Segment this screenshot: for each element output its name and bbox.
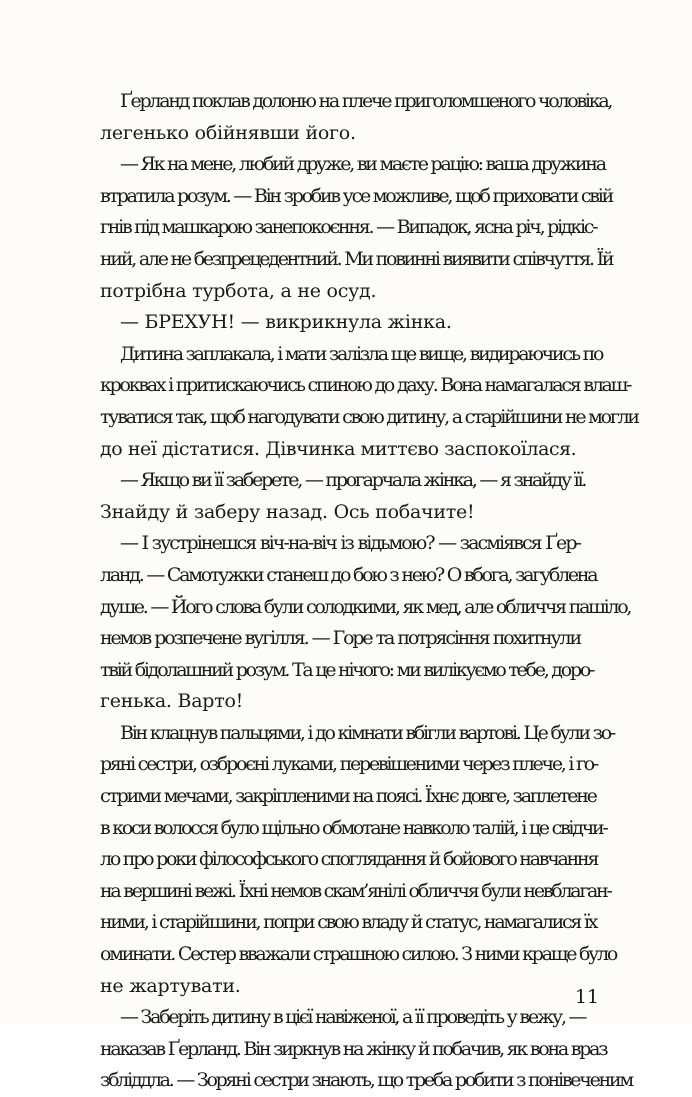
text-line: твій бідолашний розум. Та це нічого: ми вилікуємо тебе, доро- [100,658,594,681]
text-line: в коси волосся було щільно обмотане навколо талій, і це свідчи- [100,816,607,839]
text-line: — Як на мене, любий друже, ви маєте рацію: ваша дружина [120,153,605,176]
text-line: Дитина заплакала, і мати залізла ще вище, видираючись по [120,342,603,365]
text-line: стрими мечами, закріпленими на поясі. Їхнє довге, заплетене [100,785,596,808]
text-line: — Заберіть дитину в цієї навіженої, а її проведіть у вежу, — [120,1006,586,1029]
text-line: Знайду й заберу назад. Ось побачите! [100,500,475,523]
text-line: — І зустрінешся віч-на-віч із відьмою? — засміявся Ґер- [120,532,580,555]
text-line: ло про роки філософського споглядання й бойового навчання [100,848,598,871]
text-line: — Якщо ви її заберете, — прогарчала жінка, — я знайду її. [120,469,586,492]
text-line: душе. — Його слова були солодкими, як мед, але обличчя пашіло, [100,595,631,618]
text-line: туватися так, щоб нагодувати свою дитину, а старійшини не могли [100,405,638,428]
text-line: не жартувати. [100,974,241,997]
text-line: збліддла. — Зоряні сестри знають, що треба робити з понівеченим [100,1069,632,1092]
text-line: ланд. — Самотужки станеш до бою з нею? О вбога, загублена [100,563,597,586]
text-line: ряні сестри, озброєні луками, перевішеними через плече, і го- [100,753,598,776]
text-line: ними, і старійшини, попри свою владу й статус, намагалися їх [100,911,597,934]
page-number: 11 [574,986,599,1008]
text-line: до неї дістатися. Дівчинка миттєво заспокоїлася. [100,437,577,460]
text-line: потрібна турбота, а не осуд. [100,279,377,302]
text-line: Він клацнув пальцями, і до кімнати вбігли вартові. Це були зо- [120,721,615,744]
text-line: ний, але не безпрецедентний. Ми повинні виявити співчуття. Їй [100,247,613,270]
text-line: на вершині вежі. Їхні немов скам’янілі обличчя були невблаган- [100,879,611,902]
text-line: генька. Варто! [100,690,244,713]
text-line: Ґерланд поклав долоню на плече приголомшеного чоловіка, [120,90,612,112]
text-line: втратила розум. — Він зробив усе можливе, щоб приховати свій [100,184,612,207]
text-line: кроквах і притискаючись спиною до даху. Вона намагалася влаш- [100,374,631,397]
text-line: оминати. Сестер вважали страшною силою. З ними краще було [100,943,617,966]
text-line: гнів під машкарою занепокоєння. — Випадок, ясна річ, рідкіс- [100,216,597,239]
text-line: — БРЕХУН! — викрикнула жінка. [120,311,452,334]
text-line: наказав Ґерланд. Він зиркнув на жінку й побачив, як вона враз [100,1037,607,1060]
text-line: немов розпечене вугілля. — Горе та потрясіння похитнули [100,627,580,650]
text-line: легенько обійнявши його. [100,121,356,144]
